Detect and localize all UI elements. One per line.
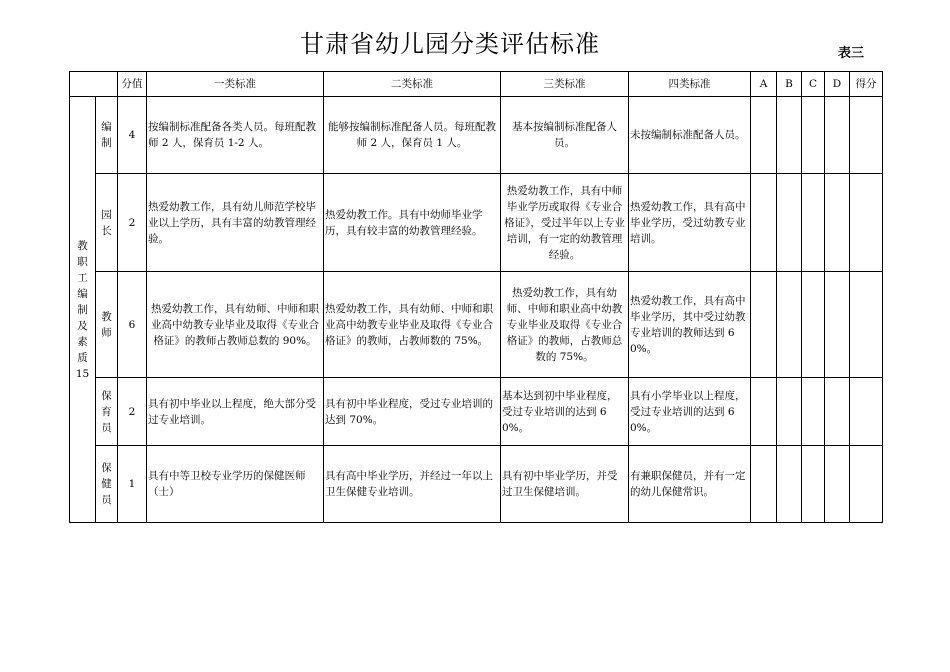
grade-c-cell[interactable] bbox=[802, 97, 825, 174]
table-row bbox=[70, 272, 883, 378]
category-char: 素 bbox=[77, 335, 88, 348]
category-char: 职 bbox=[77, 255, 88, 268]
result-cell[interactable] bbox=[850, 446, 883, 523]
grade-b-cell[interactable] bbox=[777, 272, 802, 378]
grade-c-cell[interactable] bbox=[802, 174, 825, 272]
item-cell bbox=[96, 378, 118, 446]
item-cell bbox=[96, 97, 118, 174]
level3-cell: 基本按编制标准配备人员。 bbox=[501, 97, 629, 174]
table-number: 表三 bbox=[838, 46, 865, 61]
grade-d-cell[interactable] bbox=[825, 446, 850, 523]
header-c: C bbox=[802, 72, 825, 97]
result-cell[interactable] bbox=[850, 97, 883, 174]
item-char: 员 bbox=[101, 421, 112, 434]
level1-cell: 具有初中毕业以上程度，绝大部分受过专业培训。 bbox=[147, 378, 324, 446]
level2-cell: 具有高中毕业学历，并经过一年以上卫生保健专业培训。 bbox=[324, 446, 501, 523]
level1-cell: 热爱幼教工作，具有幼儿师范学校毕业以上学历，具有丰富的幼教管理经验。 bbox=[147, 174, 324, 272]
level2-cell: 具有初中毕业程度，受过专业培训的达到 70%。 bbox=[324, 378, 501, 446]
header-result: 得分 bbox=[850, 72, 883, 97]
item-char: 育 bbox=[101, 405, 112, 418]
item-cell bbox=[96, 174, 118, 272]
score-cell: 2 bbox=[118, 174, 147, 272]
grade-b-cell[interactable] bbox=[777, 378, 802, 446]
grade-d-cell[interactable] bbox=[825, 174, 850, 272]
level2-cell: 热爱幼教工作。具有中幼师毕业学历，具有较丰富的幼教管理经验。 bbox=[324, 174, 501, 272]
level2-cell: 热爱幼教工作，具有幼师、中师和职业高中幼教专业毕业及取得《专业合格证》的教师，占教师数的 75%。 bbox=[324, 272, 501, 378]
item-char: 编 bbox=[101, 121, 112, 133]
grade-a-cell[interactable] bbox=[751, 97, 777, 174]
grade-b-cell[interactable] bbox=[777, 446, 802, 523]
header-level4: 四类标准 bbox=[629, 72, 751, 97]
grade-c-cell[interactable] bbox=[802, 272, 825, 378]
item-char: 保 bbox=[101, 389, 112, 402]
score-cell: 2 bbox=[118, 378, 147, 446]
table-row bbox=[70, 378, 883, 446]
item-char: 保 bbox=[101, 462, 112, 474]
item-char: 师 bbox=[101, 326, 112, 339]
level3-cell: 热爱幼教工作，具有幼师、中师和职业高中幼教专业毕业及取得《专业合格证》的教师，占教师总数的 75%。 bbox=[501, 272, 629, 378]
item-cell bbox=[96, 446, 118, 523]
score-cell: 6 bbox=[118, 272, 147, 378]
header-level2: 二类标准 bbox=[324, 72, 501, 97]
category-char: 教 bbox=[77, 239, 88, 252]
header-level1: 一类标准 bbox=[147, 72, 324, 97]
header-empty bbox=[70, 72, 118, 97]
item-char: 长 bbox=[101, 224, 112, 237]
level2-cell: 能够按编制标准配备人员。每班配教师 2 人，保育员 1 人。 bbox=[324, 97, 501, 174]
grade-a-cell[interactable] bbox=[751, 272, 777, 378]
grade-b-cell[interactable] bbox=[777, 97, 802, 174]
item-char: 健 bbox=[101, 478, 112, 490]
level1-cell: 具有中等卫校专业学历的保健医师（士） bbox=[147, 446, 324, 523]
header-a: A bbox=[751, 72, 777, 97]
level1-cell: 按编制标准配备各类人员。每班配教师 2 人，保育员 1-2 人。 bbox=[147, 97, 324, 174]
result-cell[interactable] bbox=[850, 174, 883, 272]
grade-d-cell[interactable] bbox=[825, 97, 850, 174]
table-row bbox=[70, 97, 883, 174]
header-level3: 三类标准 bbox=[501, 72, 629, 97]
result-cell[interactable] bbox=[850, 378, 883, 446]
item-char: 园 bbox=[101, 208, 112, 221]
level3-cell: 具有初中毕业学历，并受过卫生保健培训。 bbox=[501, 446, 629, 523]
header-row bbox=[70, 72, 883, 97]
level3-cell: 基本达到初中毕业程度，受过专业培训的达到 60%。 bbox=[501, 378, 629, 446]
grade-a-cell[interactable] bbox=[751, 174, 777, 272]
level4-cell: 有兼职保健员，并有一定的幼儿保健常识。 bbox=[629, 446, 751, 523]
level4-cell: 热爱幼教工作，具有高中毕业学历，其中受过幼教专业培训的教师达到 60%。 bbox=[629, 272, 751, 378]
evaluation-table bbox=[69, 71, 883, 523]
category-char: 工 bbox=[77, 271, 88, 284]
score-cell: 4 bbox=[118, 97, 147, 174]
item-cell bbox=[96, 272, 118, 378]
grade-a-cell[interactable] bbox=[751, 378, 777, 446]
category-points: 15 bbox=[75, 367, 90, 380]
result-cell[interactable] bbox=[850, 272, 883, 378]
header-score: 分值 bbox=[118, 72, 147, 97]
level4-cell: 热爱幼教工作，具有高中毕业学历，受过幼教专业培训。 bbox=[629, 174, 751, 272]
category-cell bbox=[70, 97, 96, 523]
grade-b-cell[interactable] bbox=[777, 174, 802, 272]
level1-cell: 热爱幼教工作，具有幼师、中师和职业高中幼教专业毕业及取得《专业合格证》的教师占教师总数的 90%。 bbox=[147, 272, 324, 378]
table-row bbox=[70, 446, 883, 523]
category-char: 及 bbox=[77, 319, 88, 332]
category-char: 制 bbox=[77, 303, 88, 316]
score-cell: 1 bbox=[118, 446, 147, 523]
grade-d-cell[interactable] bbox=[825, 272, 850, 378]
level4-cell: 未按编制标准配备人员。 bbox=[629, 97, 751, 174]
item-char: 制 bbox=[101, 137, 112, 149]
header-b: B bbox=[777, 72, 802, 97]
category-char: 质 bbox=[77, 351, 88, 364]
item-char: 员 bbox=[101, 494, 112, 506]
table-row bbox=[70, 174, 883, 272]
item-char: 教 bbox=[101, 310, 112, 323]
grade-c-cell[interactable] bbox=[802, 378, 825, 446]
document-title: 甘肃省幼儿园分类评估标准 bbox=[300, 30, 600, 58]
category-char: 编 bbox=[77, 287, 88, 300]
grade-d-cell[interactable] bbox=[825, 378, 850, 446]
grade-a-cell[interactable] bbox=[751, 446, 777, 523]
header-d: D bbox=[825, 72, 850, 97]
level4-cell: 具有小学毕业以上程度，受过专业培训的达到 60%。 bbox=[629, 378, 751, 446]
level3-cell: 热爱幼教工作，具有中师毕业学历或取得《专业合格证》，受过半年以上专业培训，有一定的幼教管理经验。 bbox=[501, 174, 629, 272]
grade-c-cell[interactable] bbox=[802, 446, 825, 523]
